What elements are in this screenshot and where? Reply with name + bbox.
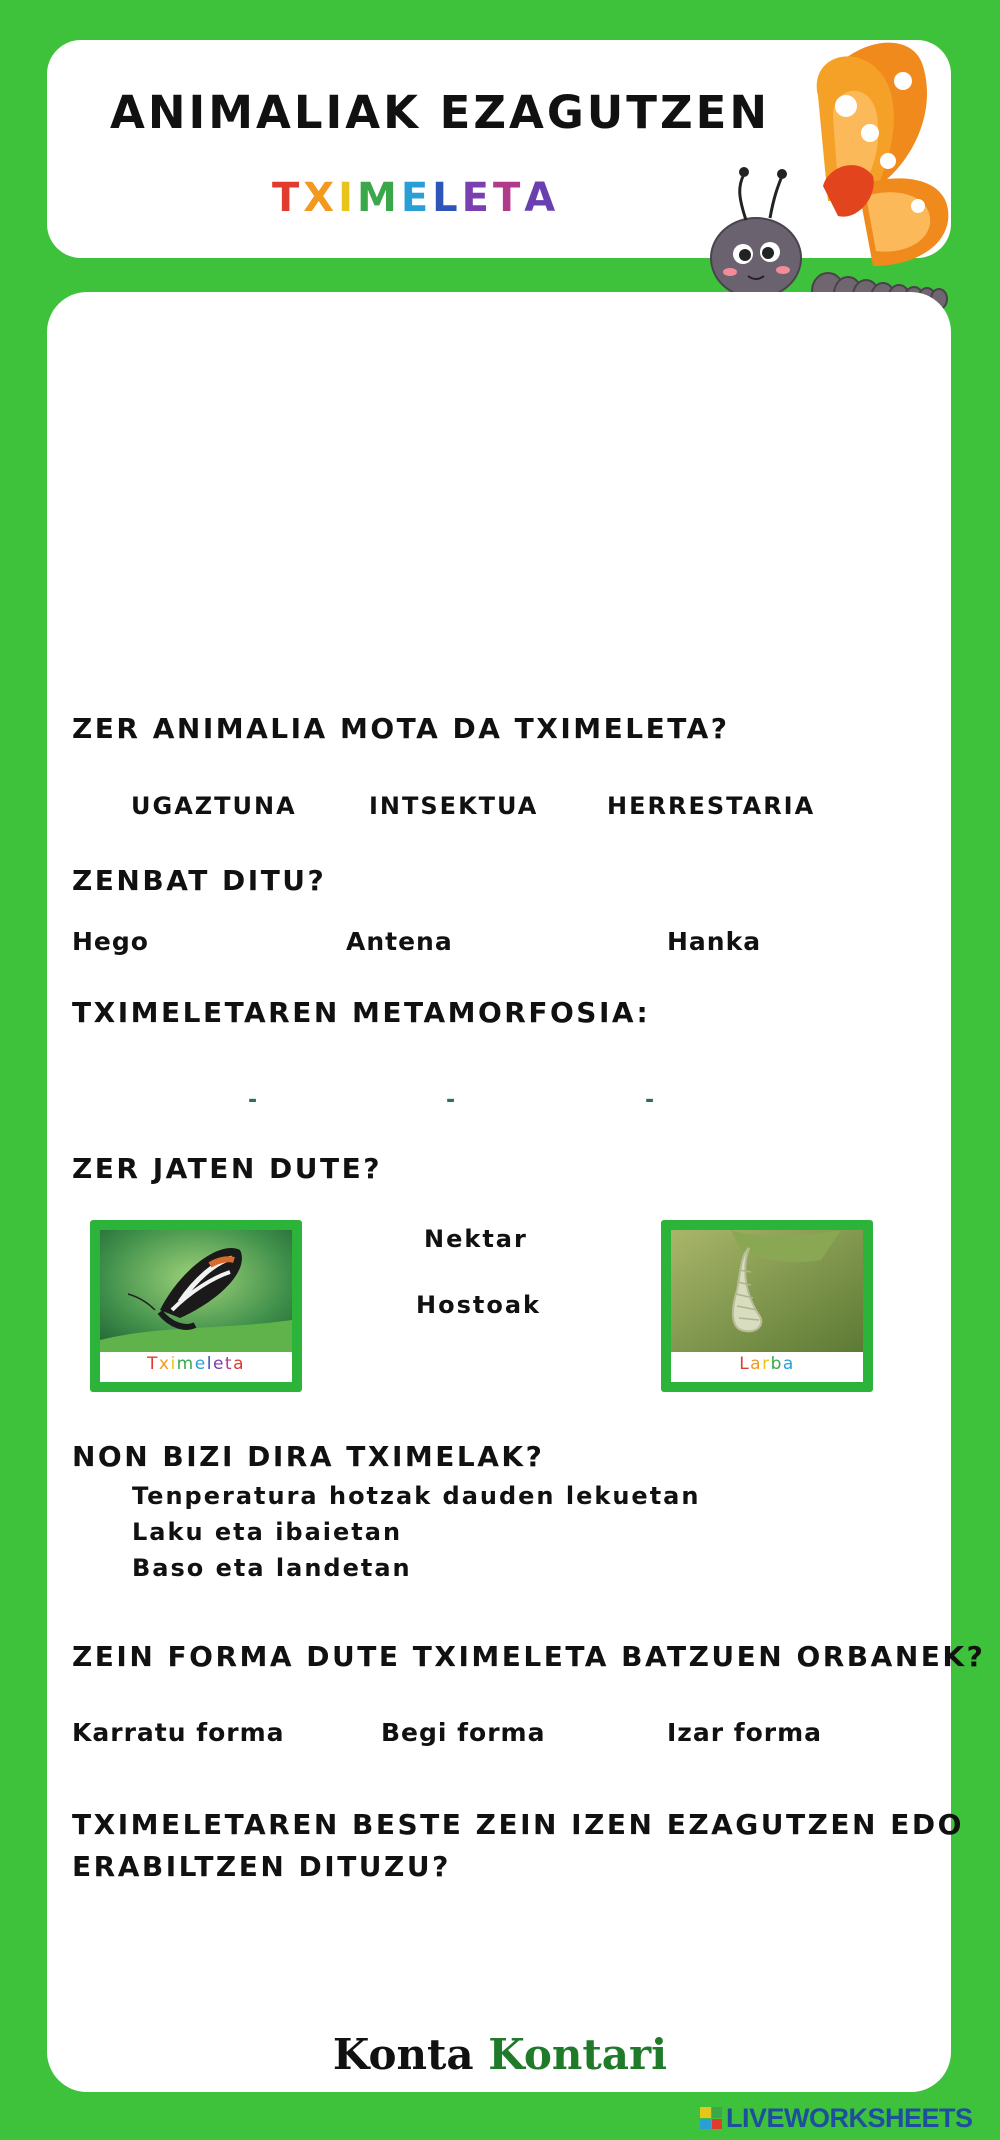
subtitle-letter: L — [432, 175, 462, 221]
option-lakes-rivers[interactable]: Laku eta ibaietan — [132, 1518, 403, 1546]
subtitle-letter: M — [357, 175, 401, 221]
larva-photo — [671, 1230, 863, 1352]
food-nektar[interactable]: Nektar — [424, 1225, 528, 1253]
photo-larva-card[interactable] — [661, 1220, 873, 1392]
subtitle-letter: A — [524, 175, 560, 221]
question-metamorphosis: TXIMELETAREN METAMORFOSIA: — [72, 996, 651, 1029]
metamorphosis-separator: - — [645, 1088, 655, 1113]
page-subtitle — [272, 175, 559, 221]
question-animal-type: ZER ANIMALIA MOTA DA TXIMELETA? — [72, 712, 730, 745]
item-hanka: Hanka — [667, 927, 762, 956]
option-square-shape[interactable]: Karratu forma — [72, 1718, 285, 1747]
question-how-many: ZENBAT DITU? — [72, 864, 327, 897]
question-where-live: NON BIZI DIRA TXIMELAK? — [72, 1440, 545, 1473]
question-other-names-line2: ERABILTZEN DITUZU? — [72, 1850, 451, 1883]
question-spot-shape: ZEIN FORMA DUTE TXIMELETA BATZUEN ORBANEK? — [72, 1640, 986, 1673]
option-forests-fields[interactable]: Baso eta landetan — [132, 1554, 412, 1582]
butterfly-photo — [100, 1230, 292, 1352]
option-ugaztuna[interactable]: UGAZTUNA — [131, 792, 297, 820]
liveworksheets-watermark: LIVEWORKSHEETS — [700, 2102, 973, 2134]
liveworksheets-logo-icon — [700, 2107, 722, 2129]
item-antena: Antena — [346, 927, 453, 956]
photo-caption-tximeleta: Tximeleta — [146, 1354, 245, 1374]
option-herrestaria[interactable]: HERRESTARIA — [607, 792, 816, 820]
food-hostoak[interactable]: Hostoak — [416, 1291, 541, 1319]
subtitle-letter: I — [338, 175, 358, 221]
metamorphosis-separator: - — [248, 1088, 258, 1113]
question-what-eat: ZER JATEN DUTE? — [72, 1152, 383, 1185]
option-star-shape[interactable]: Izar forma — [667, 1718, 823, 1747]
option-eye-shape[interactable]: Begi forma — [381, 1718, 546, 1747]
option-cold-places[interactable]: Tenperatura hotzak dauden lekuetan — [132, 1482, 701, 1510]
photo-caption-larba: Larba — [739, 1354, 795, 1374]
item-hego: Hego — [72, 927, 149, 956]
page-title: ANIMALIAK EZAGUTZEN — [110, 86, 771, 139]
metamorphosis-separator: - — [446, 1088, 456, 1113]
question-other-names-line1: TXIMELETAREN BESTE ZEIN IZEN EZAGUTZEN EDO — [72, 1808, 964, 1841]
photo-butterfly-card[interactable] — [90, 1220, 302, 1392]
subtitle-letter: E — [461, 175, 493, 221]
subtitle-letter: T — [493, 175, 525, 221]
subtitle-letter: T — [272, 175, 304, 221]
subtitle-letter: E — [400, 175, 433, 221]
subtitle-letter: X — [303, 175, 339, 221]
option-intsektua[interactable]: INTSEKTUA — [369, 792, 539, 820]
brand-logo: Konta Kontari — [332, 2030, 668, 2079]
butterfly-illustration — [708, 36, 970, 326]
